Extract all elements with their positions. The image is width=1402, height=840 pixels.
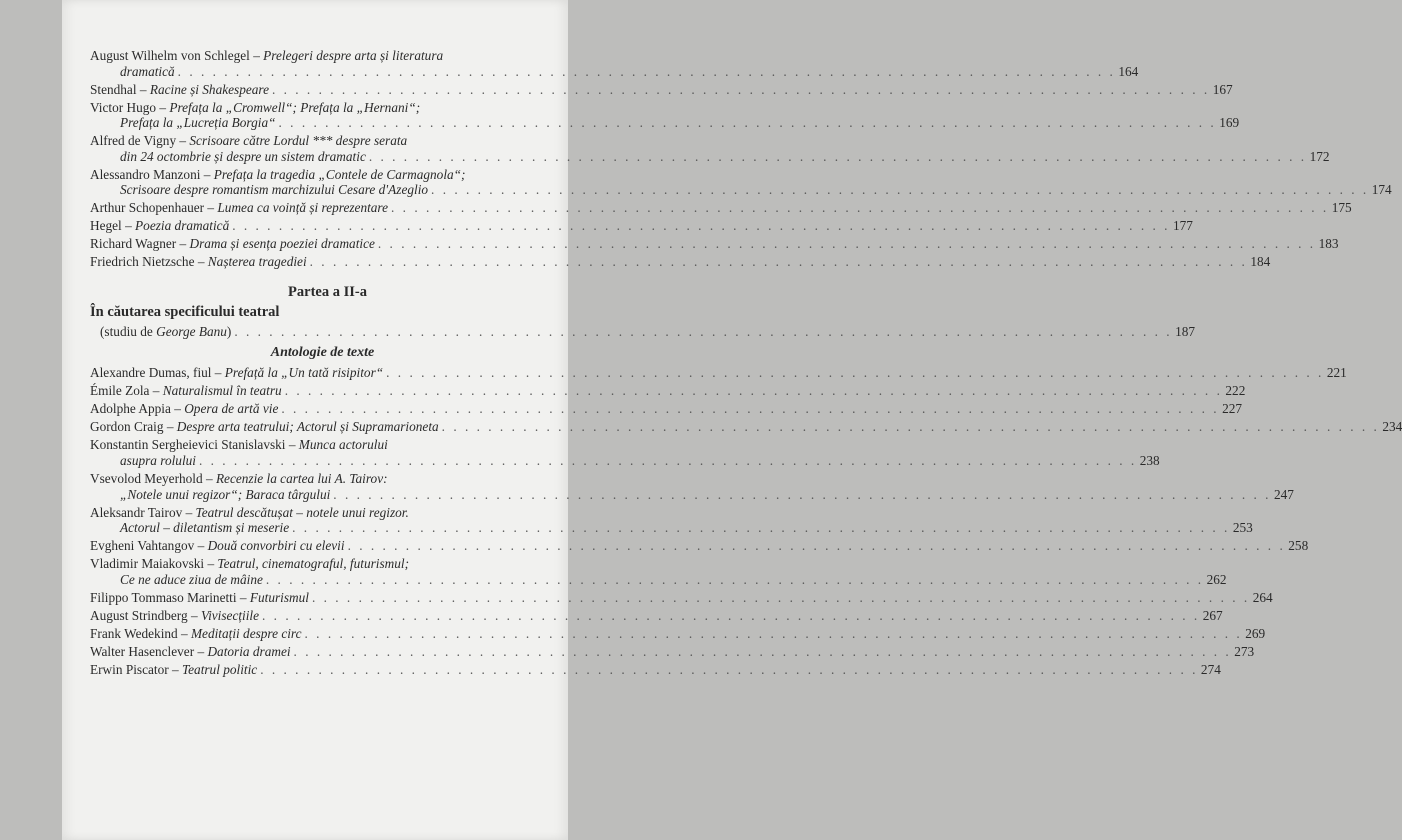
entry-author: Richard Wagner	[90, 236, 177, 252]
entry-separator: –	[170, 401, 185, 417]
entry-separator: –	[121, 218, 136, 234]
entry-author: August Wilhelm von Schlegel	[90, 48, 250, 63]
part1-entries	[90, 48, 1392, 270]
page-number: 167	[1212, 81, 1233, 97]
toc-entry	[90, 625, 1266, 642]
toc-entry	[90, 166, 1392, 198]
toc-entry	[90, 81, 1233, 98]
leader-dots	[281, 401, 1219, 417]
leader-dots	[260, 662, 1198, 678]
entry-author: Evgheni Vahtangov	[90, 538, 195, 554]
entry-author: Frank Wedekind	[90, 625, 178, 641]
toc-entry	[90, 99, 1240, 131]
toc-entry	[90, 643, 1255, 660]
leader-dots	[266, 572, 1204, 588]
table-of-contents	[90, 48, 1402, 680]
leader-dots	[232, 218, 1170, 234]
entry-separator: –	[204, 200, 218, 216]
study-suffix: )	[226, 323, 232, 339]
entry-separator: –	[177, 625, 191, 641]
entry-title-continuation: Actorul – diletantism și meserie	[120, 520, 290, 536]
entry-author: Arthur Schopenhauer	[90, 200, 205, 216]
leader-dots	[442, 419, 1380, 435]
page-number: 172	[1309, 148, 1330, 164]
page-number: 264	[1252, 589, 1273, 605]
entry-author: Adolphe Appia	[90, 401, 171, 417]
anthology-heading: Antologie de texte	[270, 345, 375, 361]
entry-separator: –	[149, 383, 163, 399]
entry-separator: –	[168, 661, 182, 677]
entry-title: Drama și esența poeziei dramatice	[189, 236, 375, 252]
page-number: 222	[1225, 383, 1246, 399]
leader-dots	[369, 149, 1307, 165]
entry-author: Walter Hasenclever	[90, 643, 195, 659]
entry-title: Prefața la „Cromwell“; Prefața la „Hernani“;	[169, 99, 421, 115]
leader-dots	[294, 644, 1232, 660]
entry-separator: –	[285, 437, 299, 453]
page-number: 273	[1234, 643, 1255, 659]
entry-separator: –	[182, 504, 196, 520]
entry-title: Vivisecțiile	[200, 607, 260, 623]
toc-entry	[90, 470, 1294, 502]
entry-author: Alessandro Manzoni	[90, 166, 201, 182]
page-number: 262	[1206, 571, 1227, 587]
page-number: 175	[1331, 200, 1352, 216]
leader-dots	[378, 236, 1316, 252]
entry-author: August Strindberg	[90, 607, 188, 623]
entry-separator: –	[176, 236, 190, 252]
leader-dots	[285, 383, 1223, 399]
entry-title: Nașterea tragediei	[207, 254, 307, 270]
entry-author: Victor Hugo	[90, 99, 157, 115]
entry-title-continuation: din 24 octombrie și despre un sistem dramatic	[120, 148, 366, 164]
entry-author: Konstantin Sergheievici Stanislavski	[90, 437, 286, 453]
toc-entry	[90, 589, 1273, 606]
entry-title: Teatrul descătușat – notele unui regizor.	[195, 504, 409, 520]
section-title: În căutarea specificului teatral	[90, 303, 280, 320]
entry-author: Friedrich Nietzsche	[90, 254, 195, 270]
entry-title: Meditații despre circ	[190, 625, 302, 641]
entry-separator: –	[236, 589, 250, 605]
entry-title: Opera de artă vie	[184, 401, 279, 417]
entry-author: Stendhal	[90, 81, 137, 97]
entry-separator: –	[194, 538, 208, 554]
page-number: 258	[1288, 538, 1309, 554]
entry-title: Prefața la tragedia „Contele de Carmagnola“;	[213, 166, 466, 182]
entry-title: Racine și Shakespeare	[149, 81, 269, 97]
leader-dots	[292, 520, 1230, 536]
entry-separator: –	[249, 48, 264, 63]
entry-title: Poezia dramatică	[135, 218, 230, 234]
entry-separator: –	[194, 254, 208, 270]
entry-title: Datoria dramei	[207, 643, 291, 659]
leader-dots	[386, 365, 1324, 381]
entry-title: Munca actorului	[298, 437, 388, 453]
toc-entry	[90, 218, 1193, 234]
entry-author: Vsevolod Meyerhold	[90, 470, 203, 486]
toc-entry	[90, 401, 1243, 417]
toc-entry	[90, 419, 1402, 435]
toc-entry	[90, 133, 1330, 164]
page-number: 247	[1274, 486, 1294, 502]
study-entry	[90, 323, 1196, 340]
entry-title: Despre arta teatrului; Actorul și Supramarioneta	[176, 419, 439, 435]
toc-entry	[90, 48, 1139, 79]
entry-title: Recenzie la cartea lui A. Tairov:	[215, 470, 388, 486]
entry-title-continuation: dramatică	[120, 63, 175, 79]
entry-title: Futurismul	[249, 589, 309, 605]
book-page	[62, 0, 1402, 840]
entry-separator: –	[187, 607, 201, 623]
toc-entry	[90, 538, 1309, 554]
leader-dots	[333, 487, 1271, 503]
leader-dots	[431, 182, 1369, 198]
page-number: 253	[1232, 520, 1253, 536]
entry-separator: –	[136, 81, 150, 97]
entry-title-continuation: Ce ne aduce ziua de mâine	[120, 571, 263, 587]
entry-title: Teatrul politic	[181, 661, 258, 677]
entry-title: Prefață la „Un tată risipitor“	[224, 365, 384, 381]
entry-author: Filippo Tommaso Marinetti	[90, 589, 237, 605]
entry-author: Aleksandr Tairov	[90, 504, 183, 520]
entry-separator: –	[204, 556, 218, 572]
page-number: 274	[1200, 661, 1221, 677]
toc-entry	[90, 437, 1160, 468]
entry-separator: –	[202, 470, 216, 486]
page-number: 269	[1245, 625, 1266, 641]
page-number: 164	[1118, 63, 1139, 79]
leader-dots	[234, 324, 1172, 340]
entry-title-continuation: Prefața la „Lucreția Borgia“	[120, 115, 276, 131]
toc-entry	[90, 365, 1347, 381]
entry-author: Gordon Craig	[90, 419, 164, 435]
leader-dots	[305, 626, 1243, 642]
toc-entry	[90, 383, 1246, 399]
page-number: 234	[1382, 419, 1402, 435]
toc-entry	[90, 200, 1352, 216]
leader-dots	[279, 115, 1217, 131]
page-number: 221	[1326, 365, 1347, 381]
entry-separator: –	[176, 133, 190, 149]
entry-separator: –	[156, 99, 170, 115]
entry-title-continuation: „Notele unui regizor“; Baraca târgului	[120, 486, 331, 502]
entry-separator: –	[194, 643, 208, 659]
entry-author: Alfred de Vigny	[90, 133, 177, 149]
entry-title: Scrisoare către Lordul *** despre serata	[189, 133, 408, 149]
entry-title-continuation: Scrisoare despre romantism marchizului Cesare d'Azeglio	[120, 182, 429, 198]
toc-entry	[90, 236, 1339, 252]
entry-title: Teatrul, cinematograful, futurismul;	[217, 556, 410, 572]
page-number: 227	[1222, 401, 1243, 417]
leader-dots	[199, 453, 1137, 469]
entry-separator: –	[211, 365, 225, 381]
toc-entry	[90, 661, 1221, 678]
leader-dots	[262, 608, 1200, 624]
page-number: 238	[1139, 452, 1160, 468]
part2-entries	[90, 365, 1402, 677]
page-number: 169	[1219, 115, 1240, 131]
page-number: 183	[1318, 236, 1339, 252]
page-number: 187	[1175, 323, 1196, 339]
entry-title-continuation: asupra rolului	[120, 452, 196, 468]
leader-dots	[272, 82, 1210, 98]
page-number: 174	[1371, 182, 1392, 198]
entry-separator: –	[163, 419, 177, 435]
page-number: 177	[1172, 218, 1193, 234]
entry-title: Lumea ca voință și reprezentare	[217, 200, 389, 216]
leader-dots	[312, 590, 1250, 606]
study-prefix: (studiu de	[100, 323, 157, 339]
toc-entry	[90, 607, 1223, 624]
leader-dots	[348, 538, 1286, 554]
entry-author: Émile Zola	[90, 383, 150, 399]
leader-dots	[391, 200, 1329, 216]
toc-entry	[90, 504, 1253, 536]
part2-heading: Partea a II-a	[288, 283, 367, 300]
leader-dots	[178, 64, 1116, 80]
leader-dots	[310, 254, 1248, 270]
page-number: 267	[1202, 607, 1223, 623]
entry-title: Două convorbiri cu elevii	[207, 538, 345, 554]
page-number: 184	[1250, 254, 1271, 270]
entry-author: Alexandre Dumas, fiul	[90, 365, 212, 381]
entry-author: Erwin Piscator	[90, 661, 169, 677]
entry-author: Vladimir Maiakovski	[90, 556, 205, 572]
study-author: George Banu	[156, 323, 227, 339]
entry-title: Naturalismul în teatru	[162, 383, 282, 399]
toc-entry	[90, 254, 1271, 270]
entry-author: Hegel	[90, 218, 122, 234]
toc-entry	[90, 556, 1227, 587]
entry-title: Prelegeri despre arta și literatura	[263, 48, 444, 63]
entry-separator: –	[200, 166, 214, 182]
